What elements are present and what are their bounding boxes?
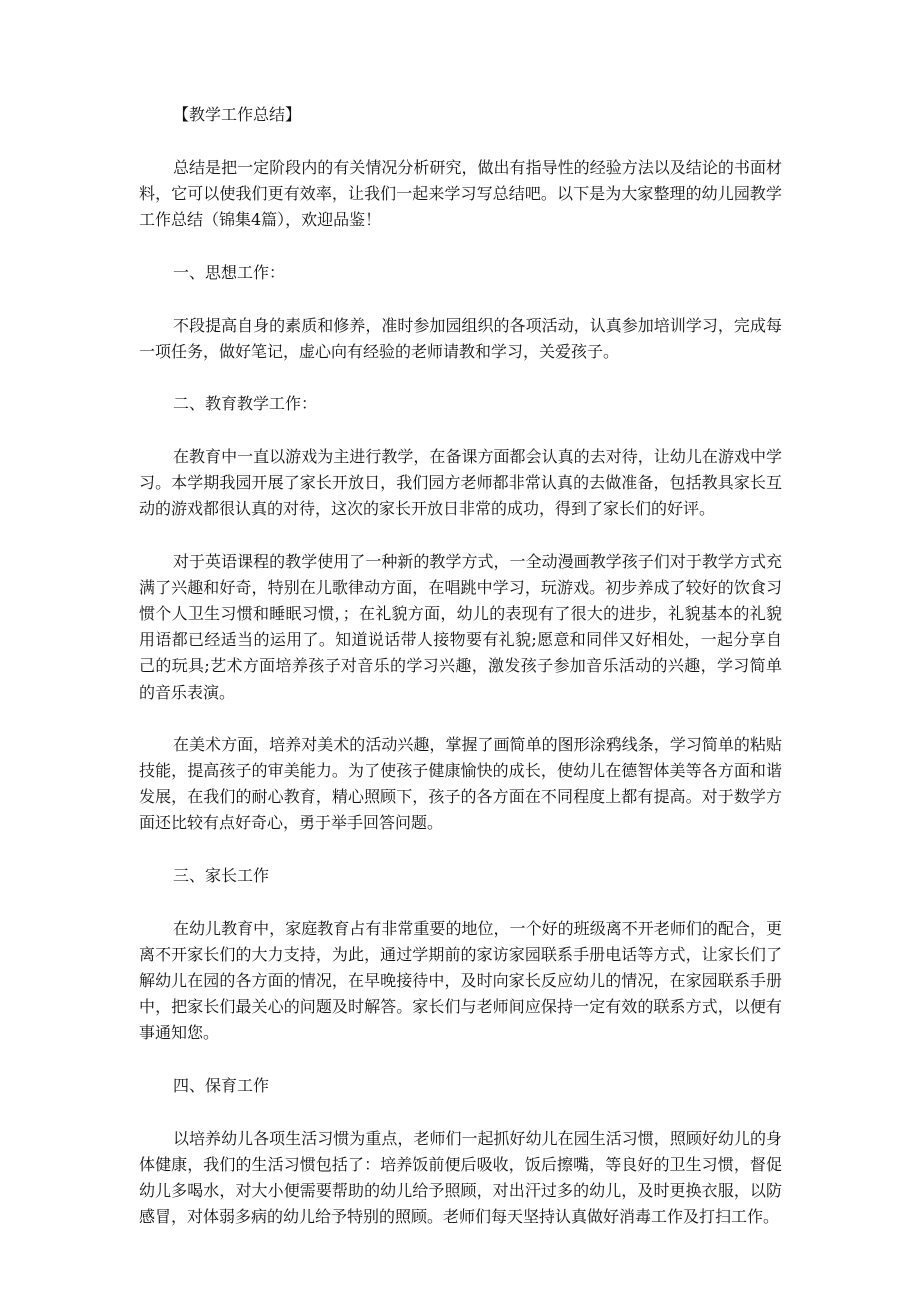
document-title: 【教学工作总结】 (173, 105, 302, 124)
section-heading-care-work: 四、保育工作 (173, 1075, 270, 1095)
section-paragraph: 对于英语课程的教学使用了一种新的教学方式，一全动漫画教学孩子们对于教学方式充满了兴趣和好奇，特别在儿歌律动方面，在唱跳中学习，玩游戏。初步养成了较好的饮食习惯个人卫生习惯和睡眠习惯，；在礼貌方面，幼儿的表现有了很大的进步，礼貌基本的礼貌用语都已经适当的运用了。知道说话带人接物要有礼貌;愿意和同伴又好相处，一起分享自己的玩具;艺术方面培养孩子对音乐的学习兴趣，激发孩子参加音乐活动的兴趣，学习简单的音乐表演。 (139, 551, 782, 702)
section-paragraph: 不段提高自身的素质和修养，准时参加园组织的各项活动，认真参加培训学习，完成每一项任务，做好笔记，虚心向有经验的老师请教和学习，关爱孩子。 (139, 315, 782, 361)
section-heading-thought-work: 一、思想工作： (173, 262, 286, 282)
section-heading-parent-work: 三、家长工作 (173, 865, 270, 885)
section-paragraph: 在教育中一直以游戏为主进行教学，在备课方面都会认真的去对待，让幼儿在游戏中学习。本学期我园开展了家长开放日，我们园方老师都非常认真的去做准备，包括教具家长互动的游戏都很认真的对待，这次的家长开放日非常的成功，得到了家长们的好评。 (139, 447, 782, 519)
section-paragraph: 在美术方面，培养对美术的活动兴趣，掌握了画简单的图形涂鸦线条，学习简单的粘贴技能，提高孩子的审美能力。为了使孩子健康愉快的成长，使幼儿在德智体美等各方面和谐发展，在我们的耐心教育，精心照顾下，孩子的各方面在不同程度上都有提高。对于数学方面还比较有点好奇心，勇于举手回答问题。 (139, 734, 782, 833)
section-paragraph: 以培养幼儿各项生活习惯为重点，老师们一起抓好幼儿在园生活习惯，照顾好幼儿的身体健康，我们的生活习惯包括了：培养饭前便后吸收，饭后擦嘴，等良好的卫生习惯，督促幼儿多喝水，对大小便需要帮助的幼儿给予照顾，对出汗过多的幼儿，及时更换衣服，以防感冒，对体弱多病的幼儿给予特别的照顾。老师们每天坚持认真做好消毒工作及打扫工作。 (139, 1128, 782, 1227)
section-heading-teaching-work: 二、教育教学工作： (173, 394, 318, 414)
intro-paragraph: 总结是把一定阶段内的有关情况分析研究，做出有指导性的经验方法以及结论的书面材料，它可以使我们更有效率，让我们一起来学习写总结吧。以下是为大家整理的幼儿园教学工作总结（锦集4篇），欢迎品鉴！ (139, 158, 782, 230)
section-paragraph: 在幼儿教育中，家庭教育占有非常重要的地位，一个好的班级离不开老师们的配合，更离不开家长们的大力支持，为此，通过学期前的家访家园联系手册电话等方式，让家长们了解幼儿在园的各方面的情况，在早晚接待中，及时向家长反应幼儿的情况，在家园联系手册中，把家长们最关心的问题及时解答。家长们与老师间应保持一定有效的联系方式，以便有事通知您。 (139, 918, 782, 1043)
document-body (139, 102, 782, 1256)
